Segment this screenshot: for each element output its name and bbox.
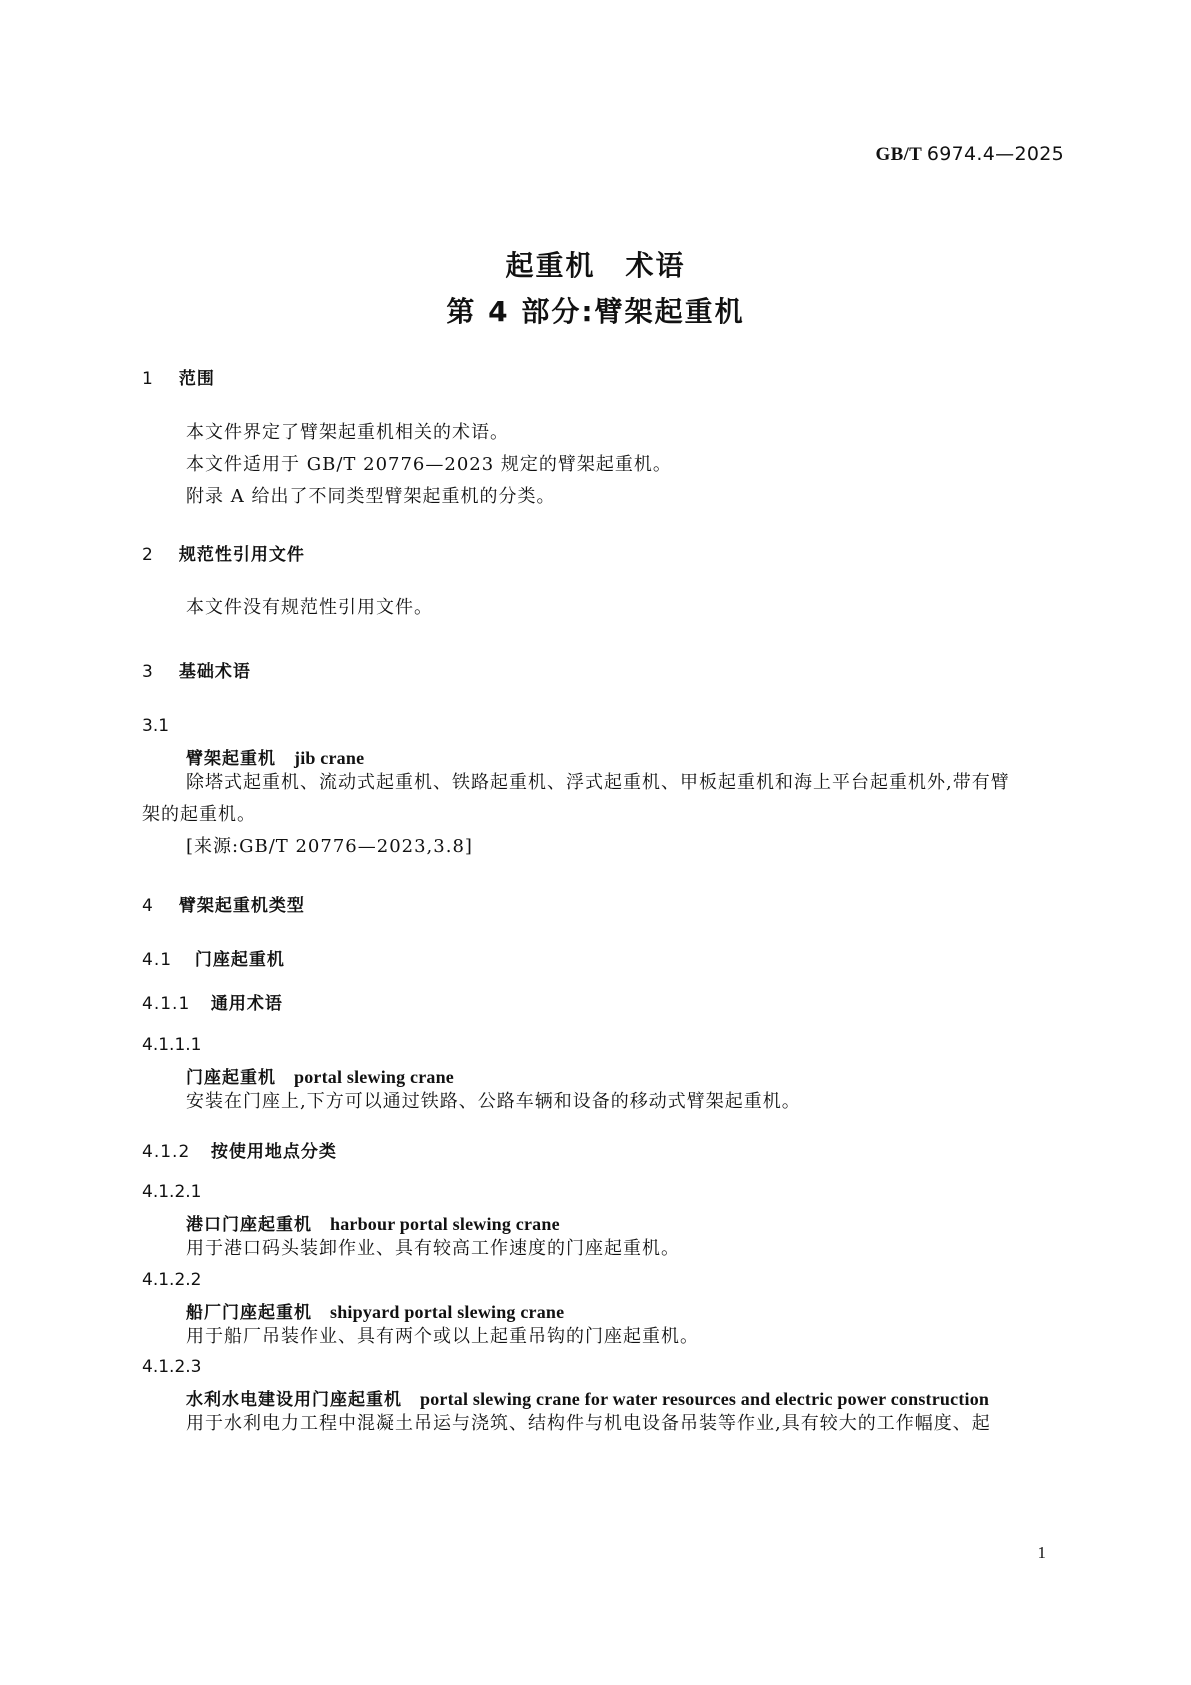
term-zh: 门座起重机 xyxy=(186,1068,276,1088)
term-en: harbour portal slewing crane xyxy=(330,1214,560,1234)
section-2-heading xyxy=(142,540,1067,565)
doc-title: 起重机 术语 xyxy=(505,249,686,282)
term-number: 4.1.2.3 xyxy=(142,1357,202,1377)
definition-line: 除塔式起重机、流动式起重机、铁路起重机、浮式起重机、甲板起重机和海上平台起重机外,带有臂 xyxy=(186,772,1010,793)
term-en: portal slewing crane for water resources and electric power construction xyxy=(420,1389,990,1409)
section-4-heading xyxy=(142,891,1067,916)
term-definition: 安装在门座上,下方可以通过铁路、公路车辆和设备的移动式臂架起重机。 xyxy=(186,1091,801,1112)
term-en: portal slewing crane xyxy=(294,1067,454,1087)
section-number: 4.1.2 xyxy=(142,1142,191,1162)
section-number: 4.1 xyxy=(142,950,173,970)
section-title: 门座起重机 xyxy=(194,950,285,970)
section-number: 2 xyxy=(142,545,154,565)
term-zh: 港口门座起重机 xyxy=(186,1215,312,1235)
term-number: 3.1 xyxy=(142,716,170,736)
term-zh: 水利水电建设用门座起重机 xyxy=(186,1390,402,1410)
term-definition: 用于水利电力工程中混凝土吊运与浇筑、结构件与机电设备吊装等作业,具有较大的工作幅度、起 xyxy=(186,1413,991,1434)
section-2-body xyxy=(142,592,1111,624)
term-heading xyxy=(142,1298,1111,1323)
section-title: 臂架起重机类型 xyxy=(178,896,305,916)
section-title: 规范性引用文件 xyxy=(178,545,305,565)
section-number: 4.1.1 xyxy=(142,994,191,1014)
section-title: 基础术语 xyxy=(178,662,251,682)
term-number: 4.1.2.1 xyxy=(142,1182,202,1202)
section-number: 1 xyxy=(142,369,154,389)
page-number: 1 xyxy=(1037,1543,1046,1562)
section-3-heading xyxy=(142,657,1067,682)
standard-number: 6974.4—2025 xyxy=(926,143,1064,165)
section-1-heading xyxy=(142,364,1067,389)
term-definition xyxy=(142,767,1067,863)
term-heading xyxy=(142,1210,1111,1235)
standard-code xyxy=(876,143,1064,166)
term-heading xyxy=(142,1385,1111,1410)
subsection-4-1-heading xyxy=(142,945,1067,970)
paragraph: 附录 A 给出了不同类型臂架起重机的分类。 xyxy=(186,486,556,507)
term-number: 4.1.2.2 xyxy=(142,1270,202,1290)
section-title: 按使用地点分类 xyxy=(210,1142,337,1162)
term-en: shipyard portal slewing crane xyxy=(330,1302,565,1322)
term-definition: 用于船厂吊装作业、具有两个或以上起重吊钩的门座起重机。 xyxy=(186,1326,699,1347)
term-heading xyxy=(142,744,1111,769)
term-en: jib crane xyxy=(294,748,365,768)
paragraph: 本文件没有规范性引用文件。 xyxy=(186,597,433,618)
subsection-4-1-1-heading xyxy=(142,989,1067,1014)
section-number: 3 xyxy=(142,662,154,682)
term-definition: 用于港口码头装卸作业、具有较高工作速度的门座起重机。 xyxy=(186,1238,680,1259)
term-number: 4.1.1.1 xyxy=(142,1035,202,1055)
section-title: 范围 xyxy=(178,369,215,389)
section-number: 4 xyxy=(142,896,154,916)
paragraph: 本文件界定了臂架起重机相关的术语。 xyxy=(186,422,509,443)
section-title: 通用术语 xyxy=(210,994,283,1014)
term-zh: 臂架起重机 xyxy=(186,749,276,769)
subsection-4-1-2-heading xyxy=(142,1137,1067,1162)
section-1-body xyxy=(142,417,1111,513)
term-heading xyxy=(142,1063,1111,1088)
definition-line: 架的起重机。 xyxy=(142,804,256,825)
standard-prefix: GB/T xyxy=(875,144,922,165)
paragraph: 本文件适用于 GB/T 20776—2023 规定的臂架起重机。 xyxy=(186,454,672,475)
term-zh: 船厂门座起重机 xyxy=(186,1303,312,1323)
term-source: [来源:GB/T 20776—2023,3.8] xyxy=(186,836,473,857)
doc-subtitle: 第 4 部分:臂架起重机 xyxy=(446,295,745,328)
